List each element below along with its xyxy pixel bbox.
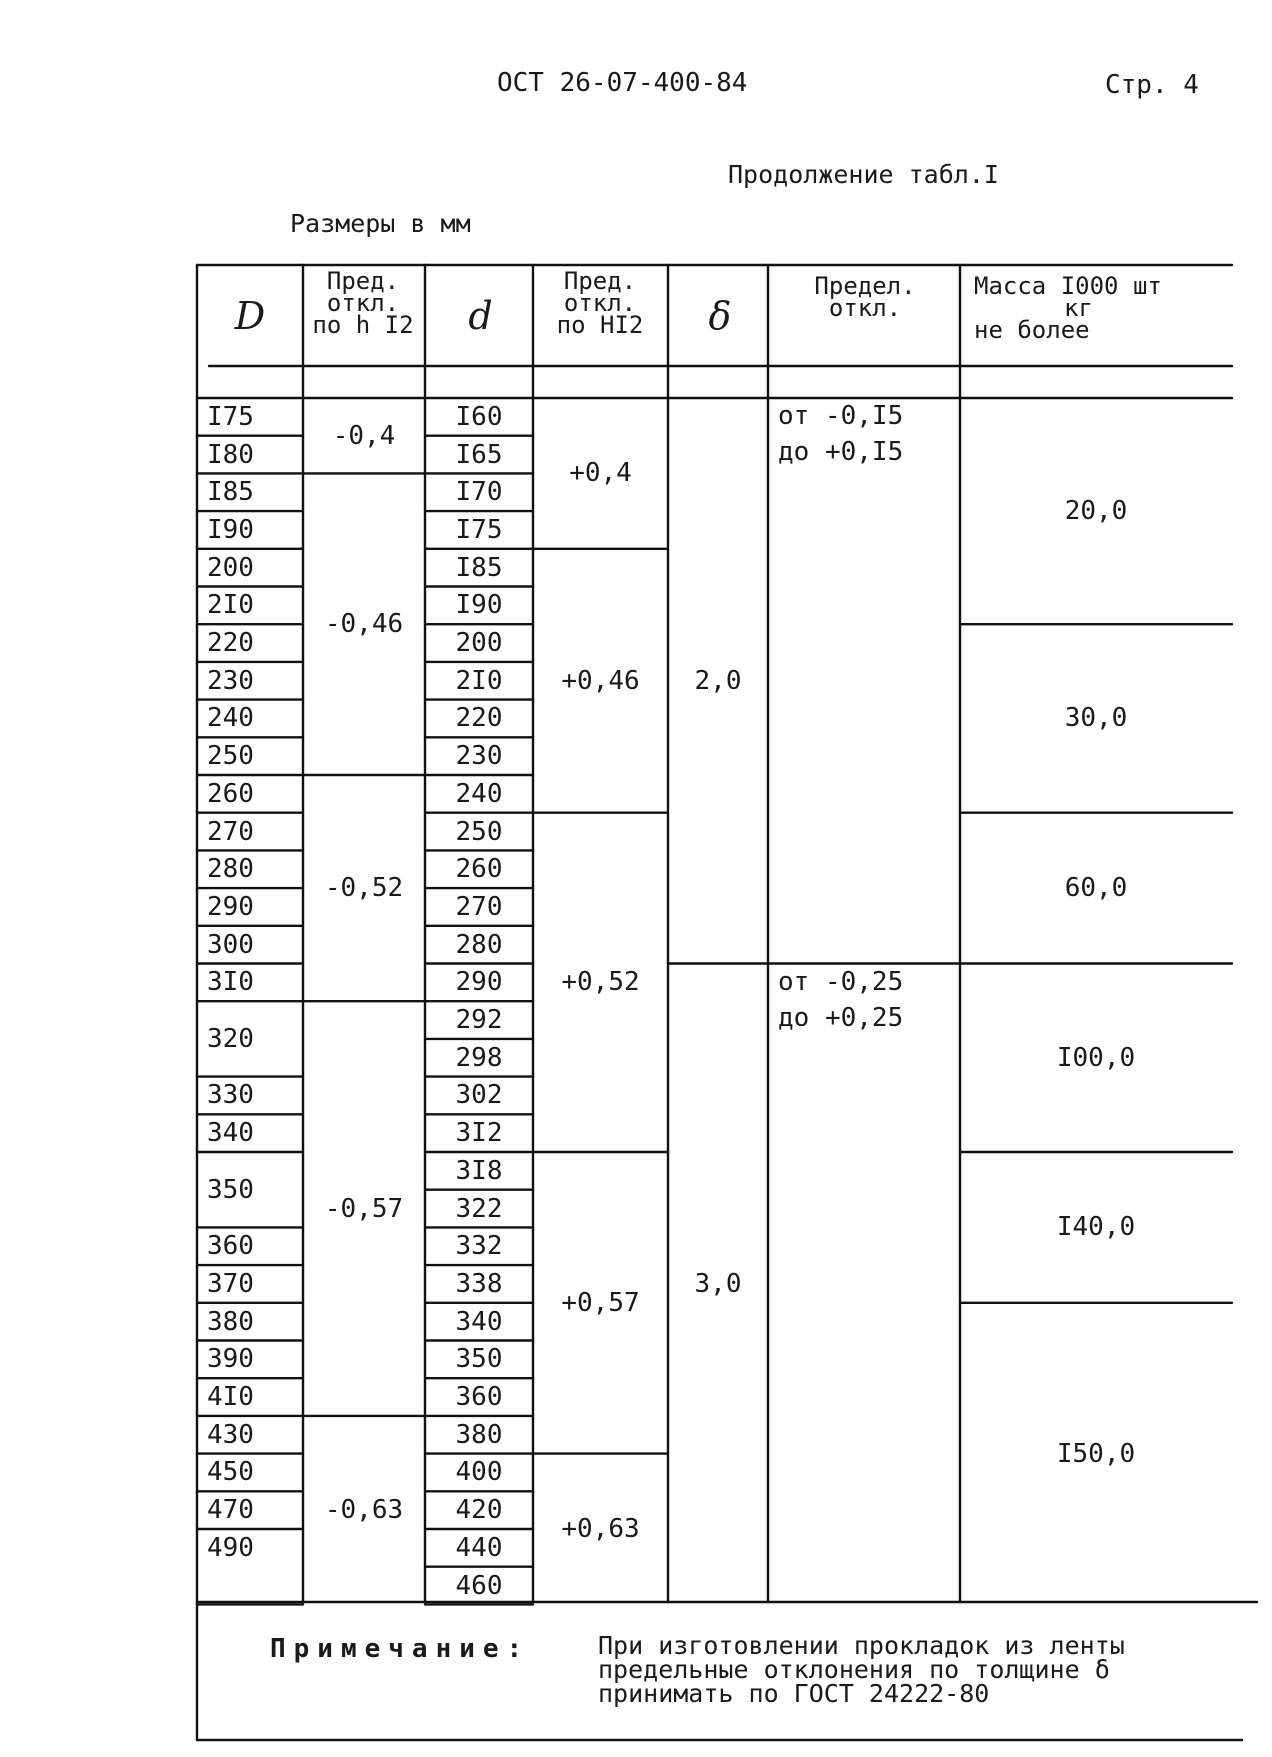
- tol-delta-group: [768, 398, 970, 964]
- d-value: 340: [455, 1306, 503, 1337]
- tol-delta-line: до +0,25: [778, 1002, 904, 1033]
- header-d: d: [468, 294, 493, 338]
- header-delta: δ: [708, 294, 732, 338]
- tol-D-group: -0,57: [324, 1193, 404, 1224]
- mass-group: 60,0: [1064, 873, 1128, 904]
- mass-group: I40,0: [1056, 1212, 1136, 1243]
- d-value: 332: [455, 1231, 503, 1262]
- D-value: 380: [207, 1306, 254, 1337]
- D-value: 200: [207, 552, 254, 583]
- note-text: При изготовлении прокладок из ленты предельные отклонения по толщине δ принимать по ГОСТ 24222-80: [598, 1631, 1125, 1708]
- header-D: D: [234, 294, 266, 338]
- D-value: 390: [207, 1344, 254, 1375]
- tol-d-group: +0,4: [569, 458, 632, 489]
- tol-delta-line: от -0,25: [778, 966, 904, 997]
- note-label: Примечание:: [270, 1634, 531, 1664]
- D-value: I85: [207, 477, 254, 508]
- mass-group: I00,0: [1056, 1042, 1136, 1073]
- mass-group: I50,0: [1056, 1438, 1136, 1469]
- d-value: 350: [455, 1344, 503, 1375]
- delta-group: 2,0: [694, 665, 742, 696]
- d-value: I60: [455, 401, 503, 432]
- d-value: 2I0: [455, 665, 503, 696]
- tol-delta-group: [768, 964, 970, 1605]
- d-value: 200: [455, 628, 503, 659]
- D-value: 280: [207, 854, 254, 885]
- header-tol-d: Пред. откл. по HI2: [556, 267, 644, 339]
- tol-delta-line: до +0,I5: [778, 437, 904, 467]
- D-value: 240: [207, 703, 254, 734]
- d-value: 460: [455, 1570, 503, 1601]
- tol-d-group: +0,46: [561, 665, 640, 696]
- d-value: 260: [455, 854, 503, 885]
- mass-group: 20,0: [1064, 496, 1128, 527]
- d-value: 298: [455, 1042, 503, 1073]
- d-value: 270: [455, 891, 503, 922]
- D-value: 370: [207, 1268, 254, 1299]
- D-value: 2I0: [207, 590, 254, 621]
- d-value: 302: [455, 1080, 503, 1111]
- d-value: 280: [455, 929, 503, 960]
- header-tol-D: Пред. откл. по h I2: [312, 267, 414, 339]
- D-value: 360: [207, 1231, 254, 1262]
- units-label: Размеры в мм: [290, 209, 471, 238]
- d-value: 240: [455, 778, 503, 809]
- d-value: 292: [455, 1005, 503, 1036]
- tol-d-group: +0,63: [561, 1513, 640, 1544]
- tol-d-group: +0,57: [561, 1287, 640, 1318]
- d-value: I65: [455, 439, 503, 470]
- D-value: 250: [207, 741, 254, 772]
- page-number: Стр. 4: [1105, 70, 1199, 100]
- tol-D-group: -0,4: [332, 420, 396, 451]
- D-value: 450: [207, 1457, 254, 1488]
- D-value: 350: [207, 1174, 254, 1205]
- d-value: 3I2: [455, 1118, 503, 1149]
- d-value: 230: [455, 741, 503, 772]
- d-value: 440: [455, 1532, 503, 1563]
- D-value: 220: [207, 628, 254, 659]
- d-value: 250: [455, 816, 503, 847]
- d-value: 400: [455, 1457, 503, 1488]
- D-value: 470: [207, 1495, 254, 1526]
- d-value: 3I8: [455, 1155, 503, 1186]
- D-value: 270: [207, 816, 254, 847]
- header-tol-delta: Предел. откл.: [814, 272, 916, 322]
- d-value: I75: [455, 514, 503, 545]
- d-value: 420: [455, 1495, 503, 1526]
- D-value: I90: [207, 514, 254, 545]
- mass-group: 30,0: [1064, 703, 1128, 734]
- D-value: 260: [207, 778, 254, 809]
- D-value: I80: [207, 439, 254, 470]
- d-value: I90: [455, 590, 503, 621]
- d-value: 290: [455, 967, 503, 998]
- tol-D-group: -0,52: [324, 873, 404, 904]
- d-value: I70: [455, 477, 503, 508]
- D-value: 340: [207, 1118, 254, 1149]
- tol-D-group: -0,46: [324, 609, 404, 640]
- table-caption: Продолжение табл.I: [728, 160, 999, 189]
- d-value: 338: [455, 1268, 503, 1299]
- D-value: 230: [207, 665, 254, 696]
- header-mass: Масса I000 шт кг не более: [974, 272, 1162, 344]
- D-value: 330: [207, 1080, 254, 1111]
- D-value: 300: [207, 929, 254, 960]
- D-value: 4I0: [207, 1382, 254, 1413]
- D-value: 430: [207, 1419, 254, 1450]
- document-code: ОСТ 26-07-400-84: [497, 68, 748, 98]
- d-value: 360: [455, 1382, 503, 1413]
- D-value: I75: [207, 401, 254, 432]
- tol-D-group: -0,63: [324, 1495, 404, 1526]
- delta-group: 3,0: [694, 1268, 742, 1299]
- d-value: 380: [455, 1419, 503, 1450]
- d-value: 322: [455, 1193, 503, 1224]
- tol-delta-line: от -0,I5: [778, 401, 904, 431]
- d-value: I85: [455, 552, 503, 583]
- D-value: 490: [207, 1532, 254, 1563]
- tol-d-group: +0,52: [561, 967, 640, 998]
- d-value: 220: [455, 703, 503, 734]
- D-value: 290: [207, 891, 254, 922]
- D-value: 3I0: [207, 967, 254, 998]
- D-value: 320: [207, 1023, 254, 1054]
